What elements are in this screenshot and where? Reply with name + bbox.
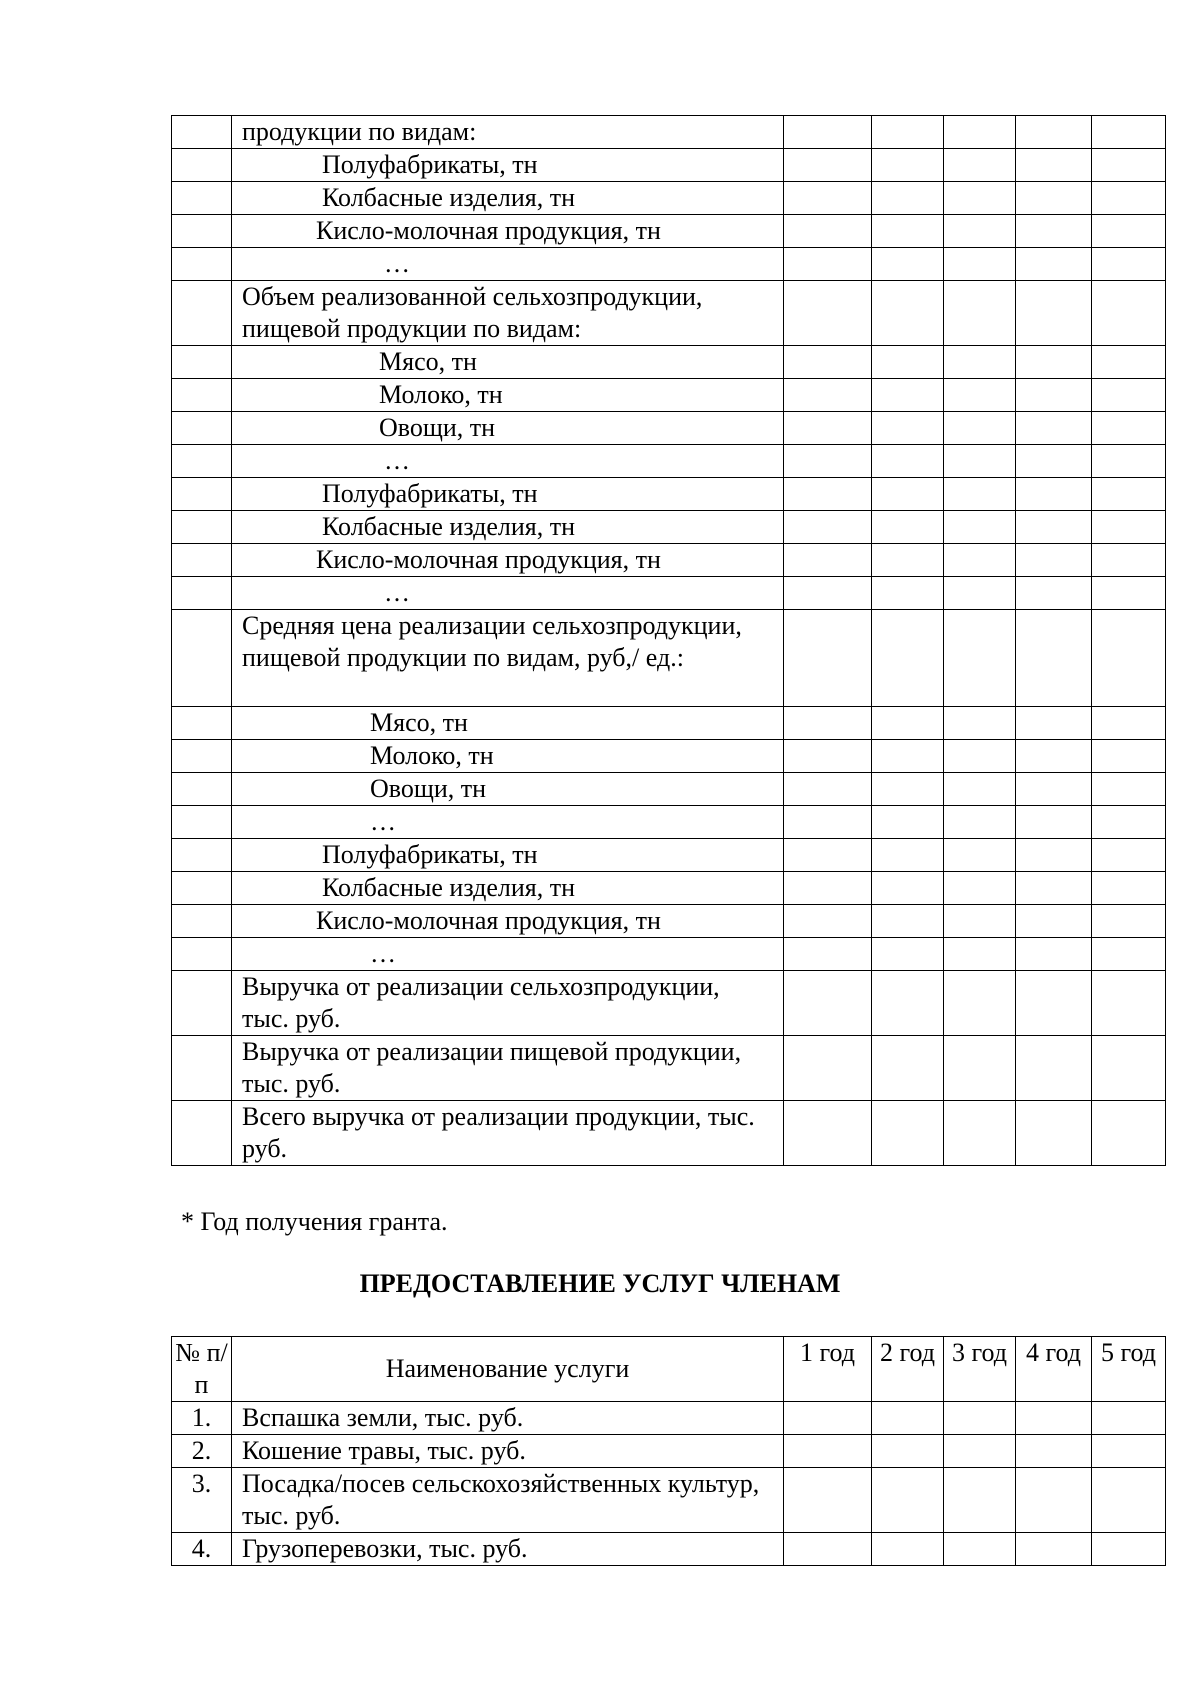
row-label: Посадка/посев сельскохозяйственных культур, тыс. руб. xyxy=(232,1468,784,1533)
row-label: Полуфабрикаты, тн xyxy=(232,149,784,182)
row-label: Полуфабрикаты, тн xyxy=(232,839,784,872)
row-label: Выручка от реализации сельхозпродукции, тыс. руб. xyxy=(232,971,784,1036)
table-row xyxy=(172,577,1166,610)
table-row xyxy=(172,379,1166,412)
row-label: продукции по видам: xyxy=(232,116,784,149)
table-row xyxy=(172,511,1166,544)
table-row xyxy=(172,281,1166,346)
table-row xyxy=(172,905,1166,938)
header-year-2: 2 год xyxy=(872,1337,944,1402)
row-label: Грузоперевозки, тыс. руб. xyxy=(232,1533,784,1566)
table-row xyxy=(172,445,1166,478)
row-label: Объем реализованной сельхозпродукции, пищевой продукции по видам: xyxy=(232,281,784,346)
table-row xyxy=(172,971,1166,1036)
header-year-5: 5 год xyxy=(1092,1337,1166,1402)
section-title: ПРЕДОСТАВЛЕНИЕ УСЛУГ ЧЛЕНАМ xyxy=(359,1269,841,1298)
header-year-1: 1 год xyxy=(784,1337,872,1402)
row-label: … xyxy=(232,577,784,610)
row-label: Кисло-молочная продукция, тн xyxy=(232,215,784,248)
table-row xyxy=(172,248,1166,281)
row-num: 2. xyxy=(172,1435,232,1468)
row-label: Колбасные изделия, тн xyxy=(232,182,784,215)
table-row xyxy=(172,149,1166,182)
row-label: Овощи, тн xyxy=(232,412,784,445)
header-name-label: Наименование услуги xyxy=(385,1354,630,1383)
table-row xyxy=(172,806,1166,839)
row-num: 1. xyxy=(172,1402,232,1435)
table-row xyxy=(172,872,1166,905)
row-label: Полуфабрикаты, тн xyxy=(232,478,784,511)
table-row xyxy=(172,544,1166,577)
table-row xyxy=(172,773,1166,806)
row-label: Выручка от реализации пищевой продукции, тыс. руб. xyxy=(232,1036,784,1101)
row-label: … xyxy=(232,806,784,839)
table-row xyxy=(172,938,1166,971)
table-row xyxy=(172,1101,1166,1166)
row-label: Всего выручка от реализации продукции, тыс. руб. xyxy=(232,1101,784,1166)
row-label: … xyxy=(232,445,784,478)
row-label: Молоко, тн xyxy=(232,740,784,773)
table-row xyxy=(172,116,1166,149)
row-label: Вспашка земли, тыс. руб. xyxy=(232,1402,784,1435)
row-label: Кошение травы, тыс. руб. xyxy=(232,1435,784,1468)
footnote: * Год получения гранта. xyxy=(181,1207,448,1236)
table-row xyxy=(172,412,1166,445)
header-year-4: 4 год xyxy=(1016,1337,1092,1402)
row-label: Колбасные изделия, тн xyxy=(232,872,784,905)
production-table xyxy=(171,115,1166,1166)
row-label: Овощи, тн xyxy=(232,773,784,806)
row-label: Мясо, тн xyxy=(232,707,784,740)
row-label: Мясо, тн xyxy=(232,346,784,379)
table-row xyxy=(172,478,1166,511)
table-row xyxy=(172,1036,1166,1101)
header-year-3: 3 год xyxy=(944,1337,1016,1402)
header-name xyxy=(232,1337,784,1402)
row-label: Кисло-молочная продукция, тн xyxy=(232,905,784,938)
row-label: Кисло-молочная продукция, тн xyxy=(232,544,784,577)
row-num: 3. xyxy=(172,1468,232,1533)
services-table xyxy=(171,1336,1166,1566)
table-row xyxy=(172,839,1166,872)
table-row xyxy=(172,1468,1166,1533)
table-row xyxy=(172,182,1166,215)
table-row xyxy=(172,215,1166,248)
table-row xyxy=(172,1533,1166,1566)
table-row xyxy=(172,346,1166,379)
header-row xyxy=(172,1337,1166,1402)
row-label: Средняя цена реализации сельхозпродукции, пищевой продукции по видам, руб,/ ед.: xyxy=(232,610,784,707)
table-row xyxy=(172,1402,1166,1435)
table-row xyxy=(172,1435,1166,1468)
row-label: … xyxy=(232,248,784,281)
row-label: Колбасные изделия, тн xyxy=(232,511,784,544)
header-num: № п/п xyxy=(172,1337,232,1402)
table-row xyxy=(172,610,1166,707)
row-label: Молоко, тн xyxy=(232,379,784,412)
table-row xyxy=(172,740,1166,773)
row-num: 4. xyxy=(172,1533,232,1566)
table-row xyxy=(172,707,1166,740)
row-label: … xyxy=(232,938,784,971)
